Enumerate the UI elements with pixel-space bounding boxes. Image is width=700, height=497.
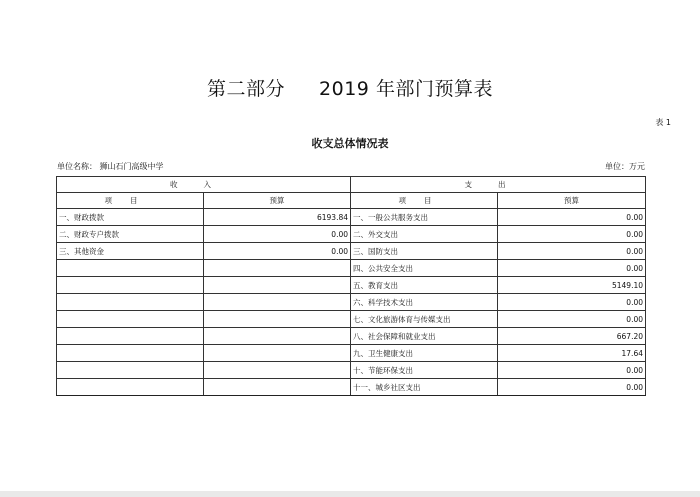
expense-item-cell: 七、文化旅游体育与传媒支出 [351, 311, 498, 328]
expense-header: 支出 [351, 177, 646, 193]
income-budget-cell [204, 362, 351, 379]
expense-budget-cell: 0.00 [498, 260, 646, 277]
income-budget-header: 预算 [204, 193, 351, 209]
income-item-cell [57, 362, 204, 379]
income-item-cell: 二、财政专户拨款 [57, 226, 204, 243]
expense-item-cell: 八、社会保障和就业支出 [351, 328, 498, 345]
income-item-cell [57, 379, 204, 396]
expense-budget-cell: 0.00 [498, 379, 646, 396]
expense-item-cell: 三、国防支出 [351, 243, 498, 260]
expense-budget-cell: 667.20 [498, 328, 646, 345]
income-item-cell [57, 294, 204, 311]
title-part: 第二部分 [207, 78, 286, 100]
income-budget-cell [204, 294, 351, 311]
table-row [57, 260, 646, 277]
income-item-header: 项目 [57, 193, 204, 209]
table-row [57, 362, 646, 379]
income-item-cell [57, 311, 204, 328]
income-budget-cell [204, 345, 351, 362]
income-item-cell [57, 345, 204, 362]
table-number: 表 1 [655, 118, 671, 127]
expense-budget-cell: 0.00 [498, 362, 646, 379]
expense-budget-cell: 0.00 [498, 311, 646, 328]
column-header-row [57, 193, 646, 209]
table-row [57, 294, 646, 311]
expense-item-cell: 十一、城乡社区支出 [351, 379, 498, 396]
currency-unit-label: 单位：万元 [605, 162, 645, 171]
table-row [57, 226, 646, 243]
income-item-cell [57, 277, 204, 294]
title-year-part: 2019 年部门预算表 [319, 78, 493, 100]
income-budget-cell: 0.00 [204, 243, 351, 260]
table-row [57, 379, 646, 396]
page-bottom-edge [0, 491, 700, 497]
expense-item-cell: 四、公共安全支出 [351, 260, 498, 277]
income-item-cell: 三、其他资金 [57, 243, 204, 260]
expense-item-header: 项目 [351, 193, 498, 209]
income-budget-cell [204, 311, 351, 328]
expense-item-cell: 十、节能环保支出 [351, 362, 498, 379]
table-row [57, 277, 646, 294]
expense-budget-cell: 0.00 [498, 243, 646, 260]
expense-item-cell: 五、教育支出 [351, 277, 498, 294]
table-row [57, 243, 646, 260]
income-item-cell [57, 328, 204, 345]
expense-item-cell: 二、外交支出 [351, 226, 498, 243]
budget-summary-table [56, 176, 646, 396]
table-row [57, 345, 646, 362]
income-budget-cell [204, 260, 351, 277]
page-title [0, 74, 700, 101]
table-row [57, 209, 646, 226]
income-budget-cell [204, 277, 351, 294]
expense-budget-cell: 0.00 [498, 209, 646, 226]
expense-item-cell: 一、一般公共服务支出 [351, 209, 498, 226]
income-item-cell: 一、财政拨款 [57, 209, 204, 226]
income-budget-cell: 6193.84 [204, 209, 351, 226]
income-budget-cell: 0.00 [204, 226, 351, 243]
income-item-cell [57, 260, 204, 277]
table-title: 收支总体情况表 [311, 137, 389, 150]
income-header: 收入 [57, 177, 351, 193]
income-budget-cell [204, 379, 351, 396]
expense-budget-cell: 0.00 [498, 226, 646, 243]
expense-item-cell: 六、科学技术支出 [351, 294, 498, 311]
expense-budget-cell: 0.00 [498, 294, 646, 311]
unit-name-label: 单位名称： 狮山石门高级中学 [57, 162, 164, 171]
table-row [57, 311, 646, 328]
expense-budget-header: 预算 [498, 193, 646, 209]
income-budget-cell [204, 328, 351, 345]
expense-item-cell: 九、卫生健康支出 [351, 345, 498, 362]
expense-budget-cell: 17.64 [498, 345, 646, 362]
table-header-row [57, 177, 646, 193]
table-row [57, 328, 646, 345]
expense-budget-cell: 5149.10 [498, 277, 646, 294]
